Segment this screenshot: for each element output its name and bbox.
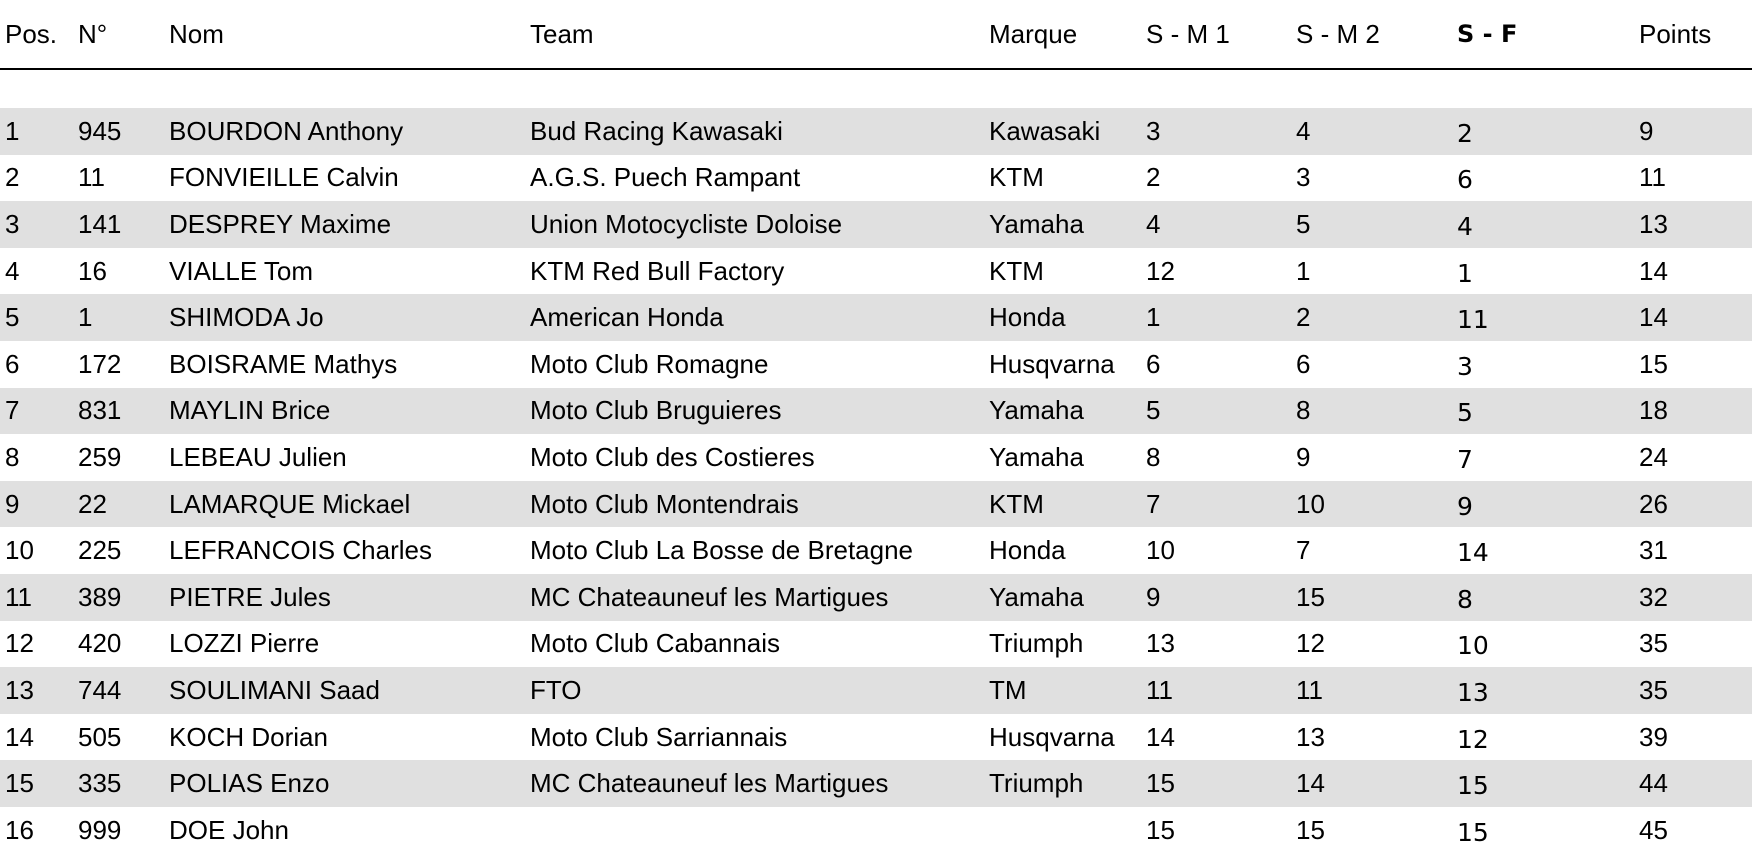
cell-pos: 14	[0, 714, 78, 761]
cell-sf: 5	[1457, 388, 1639, 435]
cell-nom: BOISRAME Mathys	[169, 341, 530, 388]
cell-team: Moto Club Montendrais	[530, 481, 989, 528]
cell-points: 24	[1639, 434, 1752, 481]
cell-sf: 15	[1457, 807, 1639, 854]
cell-sm2: 15	[1296, 807, 1457, 854]
cell-pos: 1	[0, 108, 78, 155]
cell-num: 945	[78, 108, 169, 155]
table-row	[0, 574, 1752, 621]
cell-sm1: 5	[1146, 388, 1296, 435]
cell-sf: 9	[1457, 481, 1639, 528]
cell-num: 505	[78, 714, 169, 761]
cell-points: 45	[1639, 807, 1752, 854]
cell-points: 32	[1639, 574, 1752, 621]
table-row	[0, 481, 1752, 528]
cell-points: 13	[1639, 201, 1752, 248]
cell-pos: 9	[0, 481, 78, 528]
cell-sm1: 8	[1146, 434, 1296, 481]
table-row	[0, 434, 1752, 481]
cell-team: American Honda	[530, 294, 989, 341]
cell-num: 225	[78, 527, 169, 574]
cell-points: 26	[1639, 481, 1752, 528]
cell-points: 11	[1639, 155, 1752, 202]
cell-sm1: 11	[1146, 667, 1296, 714]
cell-pos: 4	[0, 248, 78, 295]
cell-num: 335	[78, 760, 169, 807]
cell-sm2: 8	[1296, 388, 1457, 435]
cell-nom: KOCH Dorian	[169, 714, 530, 761]
header-num: N°	[78, 0, 169, 69]
cell-sm2: 3	[1296, 155, 1457, 202]
cell-sm2: 14	[1296, 760, 1457, 807]
table-row	[0, 248, 1752, 295]
table-row	[0, 527, 1752, 574]
table-row	[0, 155, 1752, 202]
table-row	[0, 341, 1752, 388]
cell-num: 11	[78, 155, 169, 202]
cell-marque: KTM	[989, 248, 1146, 295]
cell-sm1: 7	[1146, 481, 1296, 528]
cell-sf: 12	[1457, 714, 1639, 761]
cell-sm1: 6	[1146, 341, 1296, 388]
table-row	[0, 667, 1752, 714]
cell-sm2: 5	[1296, 201, 1457, 248]
cell-nom: DESPREY Maxime	[169, 201, 530, 248]
cell-nom: PIETRE Jules	[169, 574, 530, 621]
cell-pos: 8	[0, 434, 78, 481]
cell-num: 16	[78, 248, 169, 295]
cell-marque: Honda	[989, 527, 1146, 574]
cell-sm2: 7	[1296, 527, 1457, 574]
cell-team: Moto Club Sarriannais	[530, 714, 989, 761]
cell-num: 141	[78, 201, 169, 248]
cell-team: Moto Club Cabannais	[530, 621, 989, 668]
cell-marque: Yamaha	[989, 201, 1146, 248]
cell-sf: 2	[1457, 108, 1639, 155]
cell-pos: 11	[0, 574, 78, 621]
cell-sf: 7	[1457, 434, 1639, 481]
header-marque: Marque	[989, 0, 1146, 69]
cell-pos: 16	[0, 807, 78, 854]
header-spacer	[0, 69, 1752, 108]
table-row	[0, 714, 1752, 761]
cell-sm2: 12	[1296, 621, 1457, 668]
cell-num: 22	[78, 481, 169, 528]
cell-pos: 2	[0, 155, 78, 202]
cell-points: 31	[1639, 527, 1752, 574]
table-row	[0, 294, 1752, 341]
cell-team: KTM Red Bull Factory	[530, 248, 989, 295]
cell-sm2: 15	[1296, 574, 1457, 621]
cell-num: 420	[78, 621, 169, 668]
cell-marque: Triumph	[989, 621, 1146, 668]
cell-team: Union Motocycliste Doloise	[530, 201, 989, 248]
cell-nom: MAYLIN Brice	[169, 388, 530, 435]
table-row	[0, 621, 1752, 668]
cell-sm2: 10	[1296, 481, 1457, 528]
cell-sf: 4	[1457, 201, 1639, 248]
cell-sm1: 4	[1146, 201, 1296, 248]
cell-pos: 7	[0, 388, 78, 435]
cell-num: 259	[78, 434, 169, 481]
cell-num: 389	[78, 574, 169, 621]
cell-marque: KTM	[989, 481, 1146, 528]
cell-team: A.G.S. Puech Rampant	[530, 155, 989, 202]
cell-team	[530, 807, 989, 854]
cell-team: Moto Club La Bosse de Bretagne	[530, 527, 989, 574]
cell-sf: 1	[1457, 248, 1639, 295]
cell-marque: Yamaha	[989, 434, 1146, 481]
cell-sm2: 4	[1296, 108, 1457, 155]
cell-sm1: 13	[1146, 621, 1296, 668]
cell-sm1: 15	[1146, 760, 1296, 807]
cell-sf: 13	[1457, 667, 1639, 714]
cell-sm2: 1	[1296, 248, 1457, 295]
header-points: Points	[1639, 0, 1752, 69]
cell-marque: Husqvarna	[989, 714, 1146, 761]
cell-team: Bud Racing Kawasaki	[530, 108, 989, 155]
cell-sm1: 3	[1146, 108, 1296, 155]
cell-nom: SHIMODA Jo	[169, 294, 530, 341]
cell-nom: DOE John	[169, 807, 530, 854]
cell-team: MC Chateauneuf les Martigues	[530, 574, 989, 621]
table-row	[0, 388, 1752, 435]
cell-pos: 10	[0, 527, 78, 574]
table-row	[0, 201, 1752, 248]
cell-nom: LEBEAU Julien	[169, 434, 530, 481]
cell-pos: 13	[0, 667, 78, 714]
cell-num: 172	[78, 341, 169, 388]
cell-nom: SOULIMANI Saad	[169, 667, 530, 714]
table-row	[0, 760, 1752, 807]
cell-num: 999	[78, 807, 169, 854]
cell-team: Moto Club des Costieres	[530, 434, 989, 481]
cell-sf: 8	[1457, 574, 1639, 621]
cell-marque: Triumph	[989, 760, 1146, 807]
header-sm2: S - M 2	[1296, 0, 1457, 69]
cell-sm1: 9	[1146, 574, 1296, 621]
cell-points: 35	[1639, 621, 1752, 668]
cell-nom: LAMARQUE Mickael	[169, 481, 530, 528]
cell-marque: Yamaha	[989, 388, 1146, 435]
cell-sf: 14	[1457, 527, 1639, 574]
cell-sm1: 14	[1146, 714, 1296, 761]
cell-pos: 6	[0, 341, 78, 388]
cell-sf: 6	[1457, 155, 1639, 202]
header-sm1: S - M 1	[1146, 0, 1296, 69]
table-row	[0, 807, 1752, 854]
header-pos: Pos.	[0, 0, 78, 69]
header-team: Team	[530, 0, 989, 69]
cell-nom: BOURDON Anthony	[169, 108, 530, 155]
cell-team: FTO	[530, 667, 989, 714]
cell-marque: Honda	[989, 294, 1146, 341]
table-row	[0, 108, 1752, 155]
header-sf: S - F	[1457, 0, 1639, 69]
cell-points: 35	[1639, 667, 1752, 714]
header-nom: Nom	[169, 0, 530, 69]
cell-sm1: 10	[1146, 527, 1296, 574]
cell-marque: Yamaha	[989, 574, 1146, 621]
cell-sf: 11	[1457, 294, 1639, 341]
cell-points: 15	[1639, 341, 1752, 388]
cell-nom: LEFRANCOIS Charles	[169, 527, 530, 574]
cell-sm2: 9	[1296, 434, 1457, 481]
cell-sm1: 1	[1146, 294, 1296, 341]
cell-marque: KTM	[989, 155, 1146, 202]
cell-sm2: 6	[1296, 341, 1457, 388]
cell-pos: 12	[0, 621, 78, 668]
cell-points: 18	[1639, 388, 1752, 435]
cell-points: 9	[1639, 108, 1752, 155]
cell-sm1: 2	[1146, 155, 1296, 202]
cell-pos: 3	[0, 201, 78, 248]
cell-team: MC Chateauneuf les Martigues	[530, 760, 989, 807]
cell-points: 39	[1639, 714, 1752, 761]
cell-team: Moto Club Bruguieres	[530, 388, 989, 435]
cell-sf: 10	[1457, 621, 1639, 668]
cell-sm2: 11	[1296, 667, 1457, 714]
cell-num: 1	[78, 294, 169, 341]
cell-num: 744	[78, 667, 169, 714]
cell-sm1: 15	[1146, 807, 1296, 854]
cell-num: 831	[78, 388, 169, 435]
cell-nom: VIALLE Tom	[169, 248, 530, 295]
cell-marque: TM	[989, 667, 1146, 714]
cell-sm2: 2	[1296, 294, 1457, 341]
cell-marque: Kawasaki	[989, 108, 1146, 155]
cell-marque	[989, 807, 1146, 854]
cell-points: 44	[1639, 760, 1752, 807]
cell-nom: LOZZI Pierre	[169, 621, 530, 668]
cell-pos: 5	[0, 294, 78, 341]
cell-nom: FONVIEILLE Calvin	[169, 155, 530, 202]
cell-sm1: 12	[1146, 248, 1296, 295]
cell-points: 14	[1639, 294, 1752, 341]
cell-sf: 3	[1457, 341, 1639, 388]
cell-marque: Husqvarna	[989, 341, 1146, 388]
cell-pos: 15	[0, 760, 78, 807]
header-row	[0, 0, 1752, 69]
cell-points: 14	[1639, 248, 1752, 295]
cell-sm2: 13	[1296, 714, 1457, 761]
cell-team: Moto Club Romagne	[530, 341, 989, 388]
cell-sf: 15	[1457, 760, 1639, 807]
cell-nom: POLIAS Enzo	[169, 760, 530, 807]
